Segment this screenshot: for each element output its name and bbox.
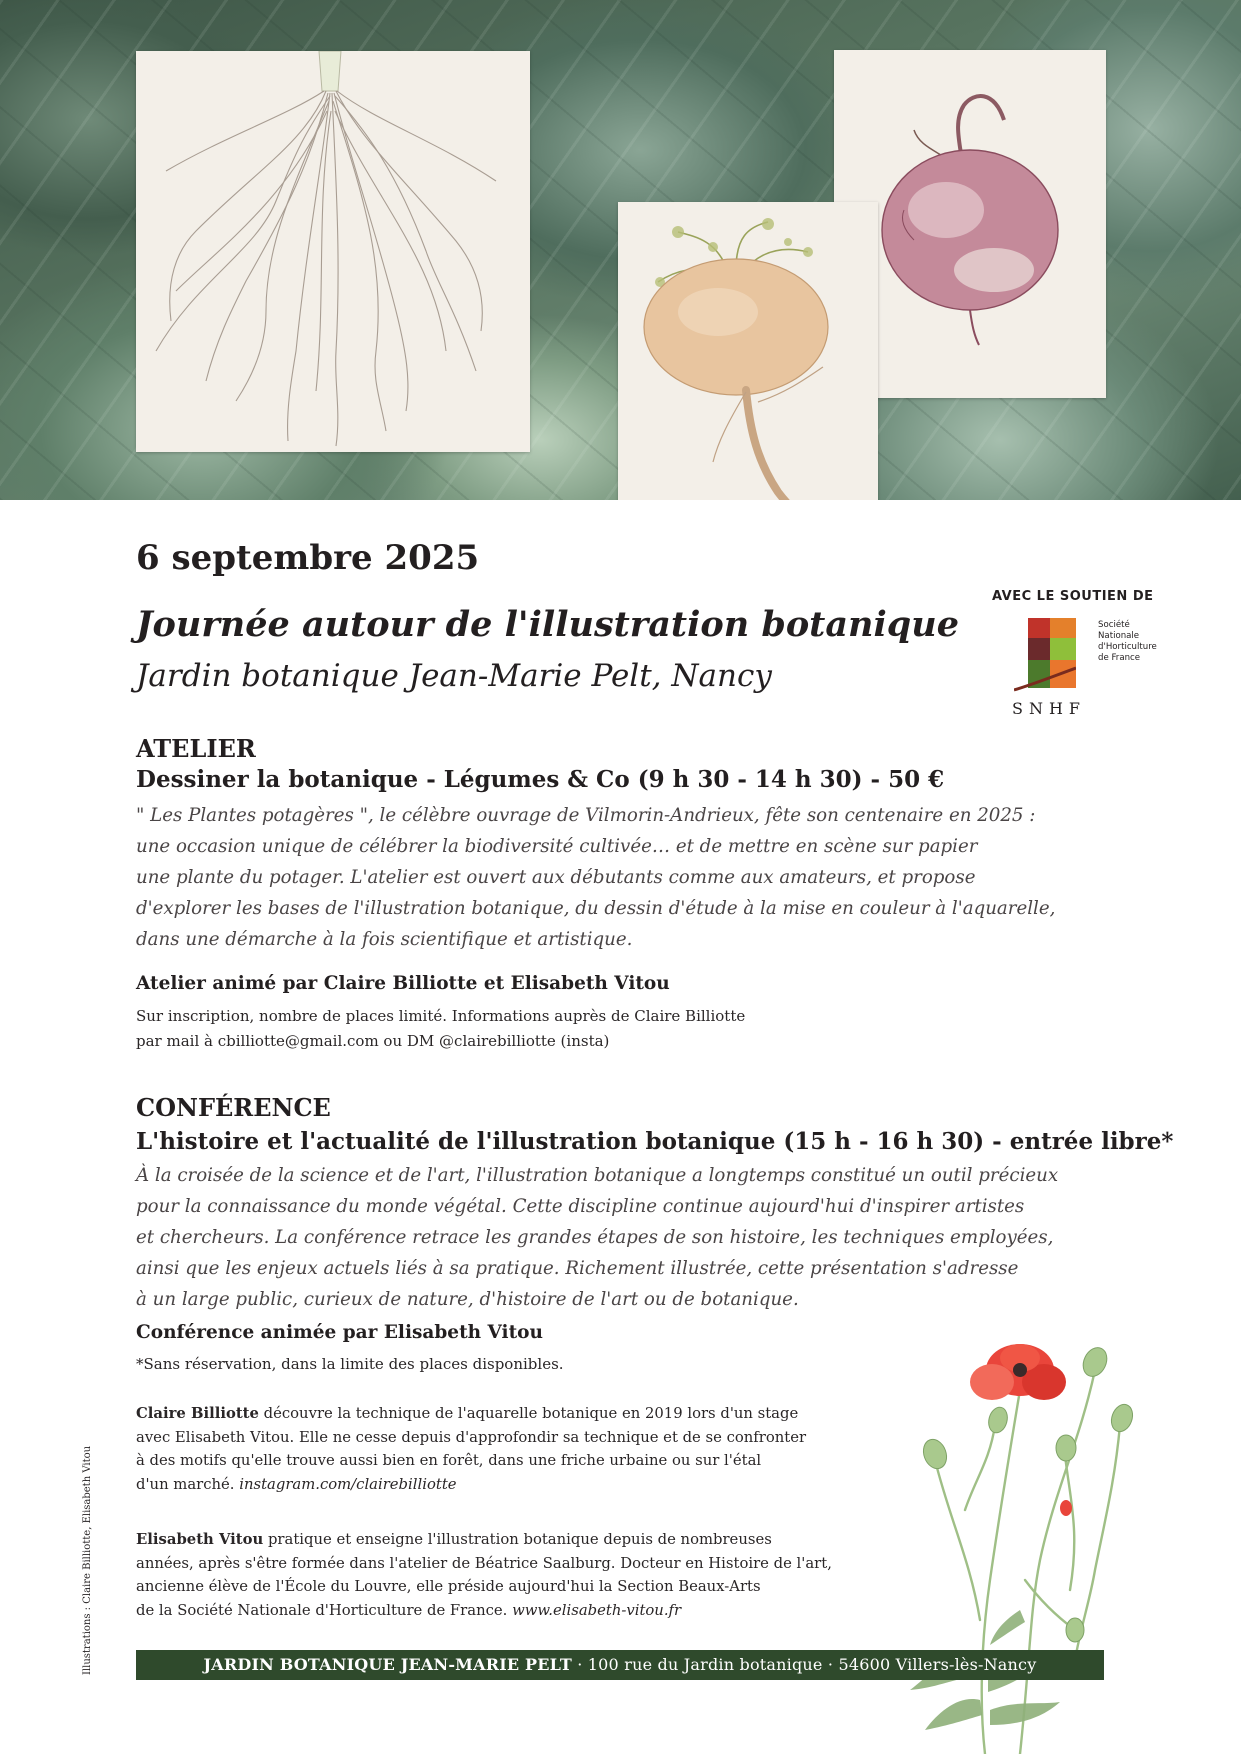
sponsor-label: AVEC LE SOUTIEN DE [992,589,1154,604]
atelier-registration-info: Sur inscription, nombre de places limité. Informations auprès de Claire Billiotte par mail à cbilliotte@gmail.com ou DM @clairebilliotte (insta) [136,1007,746,1050]
event-venue: Jardin botanique Jean-Marie Pelt, Nancy [136,658,772,694]
conference-subheading: L'histoire et l'actualité de l'illustration botanique (15 h - 16 h 30) - entrée libre* [136,1128,1174,1155]
bio-claire-name: Claire Billiotte [136,1405,259,1422]
snhf-logo-mark [1014,618,1076,694]
snhf-acronym: SNHF [1012,699,1087,718]
snhf-full-name: Société Nationale d'Horticulture de France [1098,620,1157,663]
illustration-yellow-turnip [618,202,878,536]
poppy-flower [970,1344,1066,1400]
atelier-host: Atelier animé par Claire Billiotte et Elisabeth Vitou [136,973,670,994]
footer-address: · 100 rue du Jardin botanique · 54600 Villers-lès-Nancy [571,1655,1037,1674]
conference-host: Conférence animée par Elisabeth Vitou [136,1322,543,1343]
hero-cabbage-background [0,0,1241,536]
snhf-logo [984,612,1164,722]
illustration-leek-roots [136,51,530,452]
event-title: Journée autour de l'illustration botanique [136,604,959,645]
illustration-credit: Illustrations : Claire Billiotte, Elisabeth Vitou [82,1445,93,1675]
event-date: 6 septembre 2025 [136,538,480,578]
roots-drawing [136,51,530,452]
footer-garden-name: JARDIN BOTANIQUE JEAN-MARIE PELT [203,1655,572,1674]
yellow-turnip-drawing: M [618,202,878,500]
bio-elisabeth-vitou: Elisabeth Vitou pratique et enseigne l'illustration botanique depuis de nombreuses années, après s'être formée dans l'atelier de Béatrice Saalburg. Docteur en Histoire de l'art, ancienne élève de l'École du Louvre, elle préside aujourd'hui la Section Beaux-Arts de la Société Nationale d'Horticulture de France. www.elisabeth-vitou.fr [136,1531,832,1619]
atelier-description: " Les Plantes potagères ", le célèbre ouvrage de Vilmorin-Andrieux, fête son centenaire en 2025 : une occasion unique de célébrer la biodiversité cultivée… et de mettre en scène sur papier une plante du potager. L'atelier est ouvert aux débutants comme aux amateurs, et propose d'explorer les bases de l'illustration botanique, du dessin d'étude à la mise en couleur à l'aquarelle, dans une démarche à la fois scientifique et artistique. [136,805,1056,950]
bio-elisabeth-name: Elisabeth Vitou [136,1531,264,1548]
atelier-subheading: Dessiner la botanique - Légumes & Co (9 h 30 - 14 h 30) - 50 € [136,766,945,793]
footer-address-bar [136,1650,1104,1680]
conference-heading: CONFÉRENCE [136,1093,331,1122]
website-link[interactable]: www.elisabeth-vitou.fr [512,1601,682,1619]
conference-description: À la croisée de la science et de l'art, l'illustration botanique a longtemps constitué un outil précieux pour la connaissance du monde végétal. Cette discipline continue aujourd'hui d'inspirer artistes et chercheurs. La conférence retrace les grandes étapes de son histoire, les techniques employées, ainsi que les enjeux actuels liés à sa pratique. Richement illustrée, cette présentation s'adresse à un large public, curieux de nature, d'histoire de l'art ou de botanique. [136,1165,1059,1310]
instagram-link[interactable]: instagram.com/clairebilliotte [239,1475,457,1493]
atelier-heading: ATELIER [136,734,256,763]
conference-note: *Sans réservation, dans la limite des places disponibles. [136,1355,564,1373]
bio-claire-billiotte: Claire Billiotte découvre la technique de l'aquarelle botanique en 2019 lors d'un stage avec Elisabeth Vitou. Elle ne cesse depuis d'approfondir sa technique et de se confronter à des motifs qu'elle trouve aussi bien en forêt, dans une friche urbaine ou sur l'étal d'un marché. instagram.com/clairebilliotte [136,1405,807,1493]
illustration-poppy [880,1330,1140,1754]
